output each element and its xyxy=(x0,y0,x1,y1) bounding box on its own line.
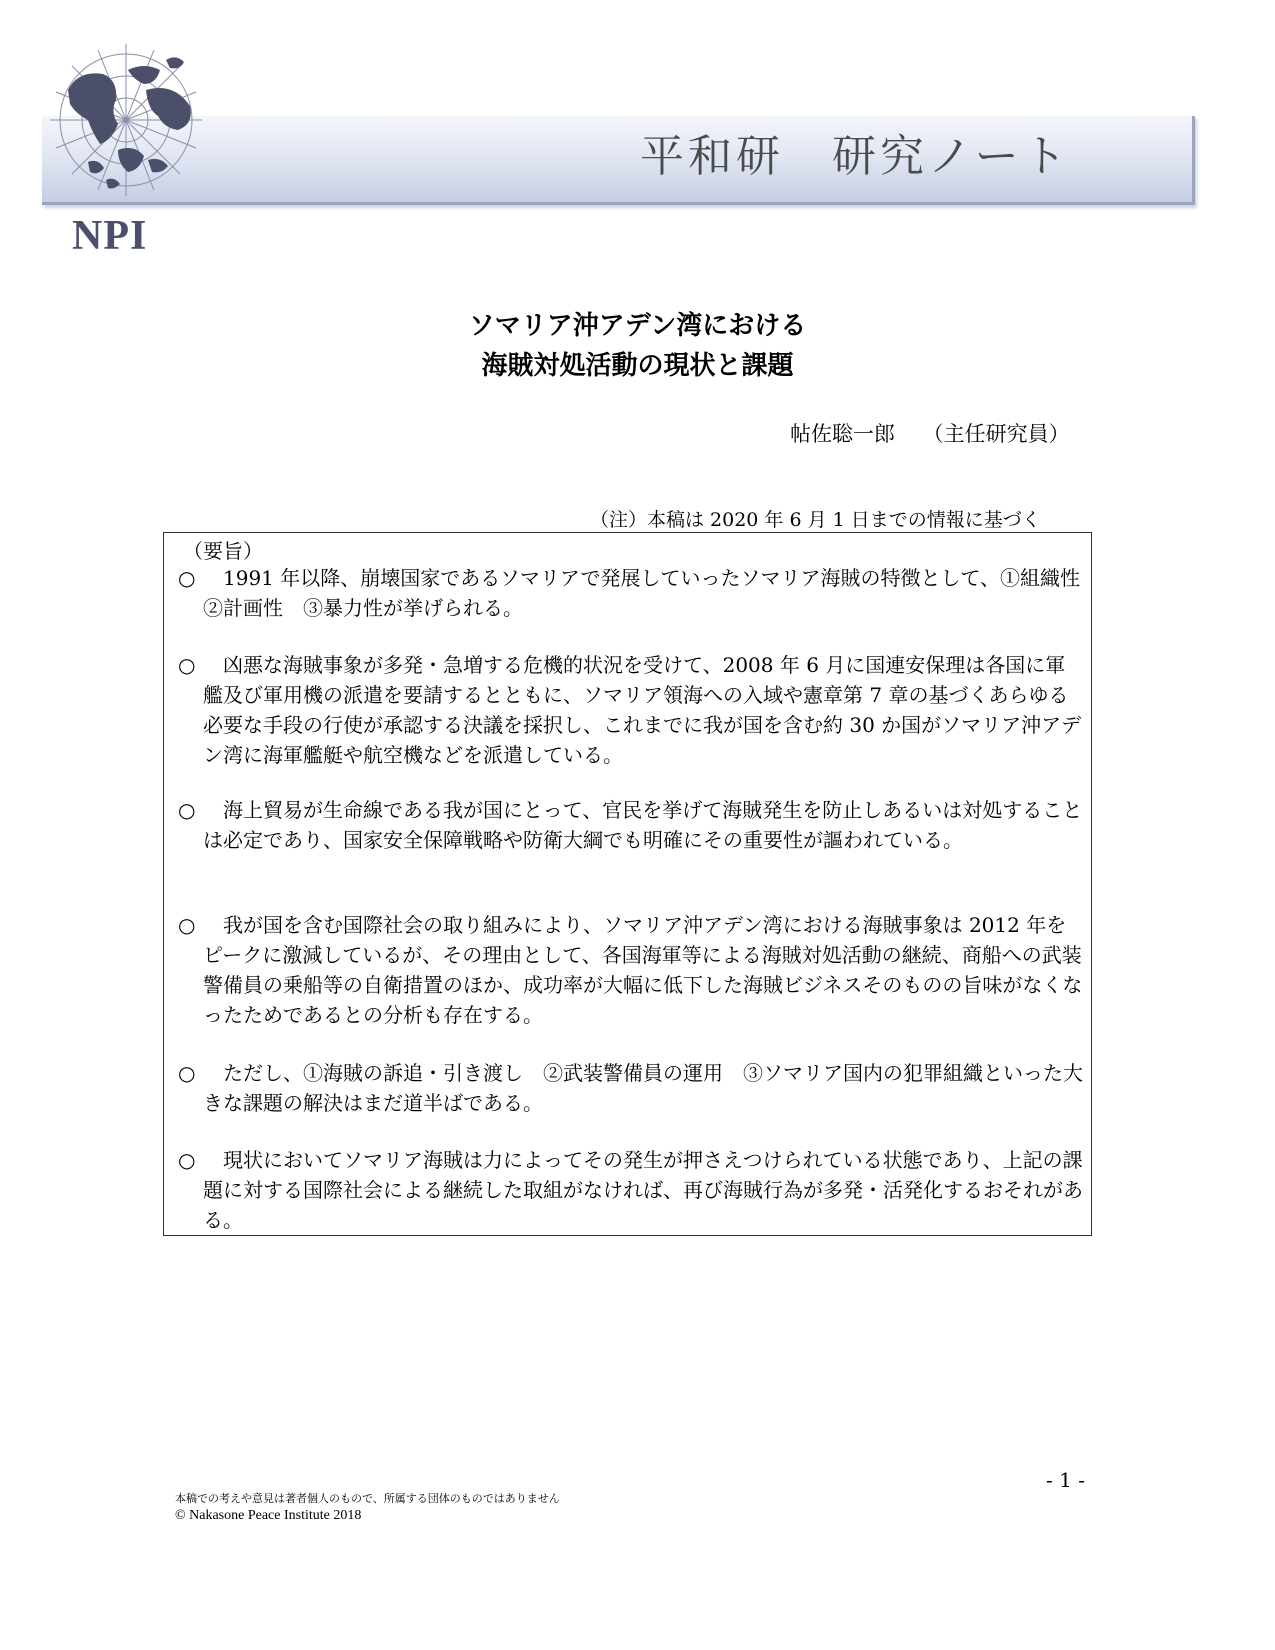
summary-item xyxy=(178,1058,1083,1118)
bullet-circle-icon: ○ xyxy=(178,913,196,937)
summary-item xyxy=(178,563,1101,623)
document-title-line2: 海賊対処活動の現状と課題 xyxy=(481,351,794,381)
summary-item-text: 海上貿易が生命線である我が国にとって、官民を挙げて海賊発生を防止しあるいは対処することは必定であり、国家安全保障戦略や防衛大綱でも明確にその重要性が謳われている。 xyxy=(203,798,1083,852)
summary-label: （要旨） xyxy=(183,539,263,563)
summary-item-text: 我が国を含む国際社会の取り組みにより、ソマリア沖アデン湾における海賊事象は 2012 年をピークに激減しているが、その理由として、各国海軍等による海賊対処活動の継続、商船への武装警備員の乗船等の自衛措置のほか、成功率が大幅に低下した海賊ビジネスそのものの旨味がなくなったためであるとの分析も存在する。 xyxy=(203,913,1083,1027)
summary-box xyxy=(163,532,1101,1236)
document-title-line1: ソマリア沖アデン湾における xyxy=(468,311,807,341)
bullet-circle-icon: ○ xyxy=(178,1061,196,1085)
summary-item-text: ただし、①海賊の訴追・引き渡し ②武装警備員の運用 ③ソマリア国内の犯罪組織といった大きな課題の解決はまだ道半ばである。 xyxy=(203,1061,1083,1115)
bullet-circle-icon: ○ xyxy=(178,653,196,677)
summary-item xyxy=(178,910,1083,1030)
bullet-circle-icon: ○ xyxy=(178,1148,196,1172)
summary-item xyxy=(178,650,1083,770)
bullet-circle-icon: ○ xyxy=(178,566,196,590)
footer-copyright: © Nakasone Peace Institute 2018 xyxy=(175,1508,362,1523)
summary-item-text: 1991 年以降、崩壊国家であるソマリアで発展していったソマリア海賊の特徴として、①組織性 ②計画性 ③暴力性が挙げられる。 xyxy=(203,566,1101,620)
globe-map-icon xyxy=(48,40,208,200)
summary-item-text: 凶悪な海賊事象が多発・急増する危機的状況を受けて、2008 年 6 月に国連安保理は各国に軍艦及び軍用機の派遣を要請するとともに、ソマリア領海への入域や憲章第 7 章の基づくあらゆる必要な手段の行使が承認する決議を採択し、これまでに我が国を含む約 30 か国がソマリア沖アデン湾に海軍艦艇や航空機などを派遣している。 xyxy=(203,653,1082,767)
summary-item xyxy=(178,1145,1083,1235)
bullet-circle-icon: ○ xyxy=(178,798,196,822)
header-title: 平和研 研究ノート xyxy=(640,131,1071,182)
footer-disclaimer: 本稿での考えや意見は著者個人のもので、所属する団体のものではありません xyxy=(175,1492,560,1505)
page-number: - 1 - xyxy=(1046,1468,1085,1492)
summary-item xyxy=(178,795,1083,855)
information-date-note: （注）本稿は 2020 年 6 月 1 日までの情報に基づく xyxy=(590,509,1041,531)
summary-item-text: 現状においてソマリア海賊は力によってその発生が押さえつけられている状態であり、上記の課題に対する国際社会による継続した取組がなければ、再び海賊行為が多発・活発化するおそれがある。 xyxy=(203,1148,1083,1232)
author-line: 帖佐聡一郎 （主任研究員） xyxy=(790,422,1070,446)
brand-logo-text: NPI xyxy=(72,213,148,259)
